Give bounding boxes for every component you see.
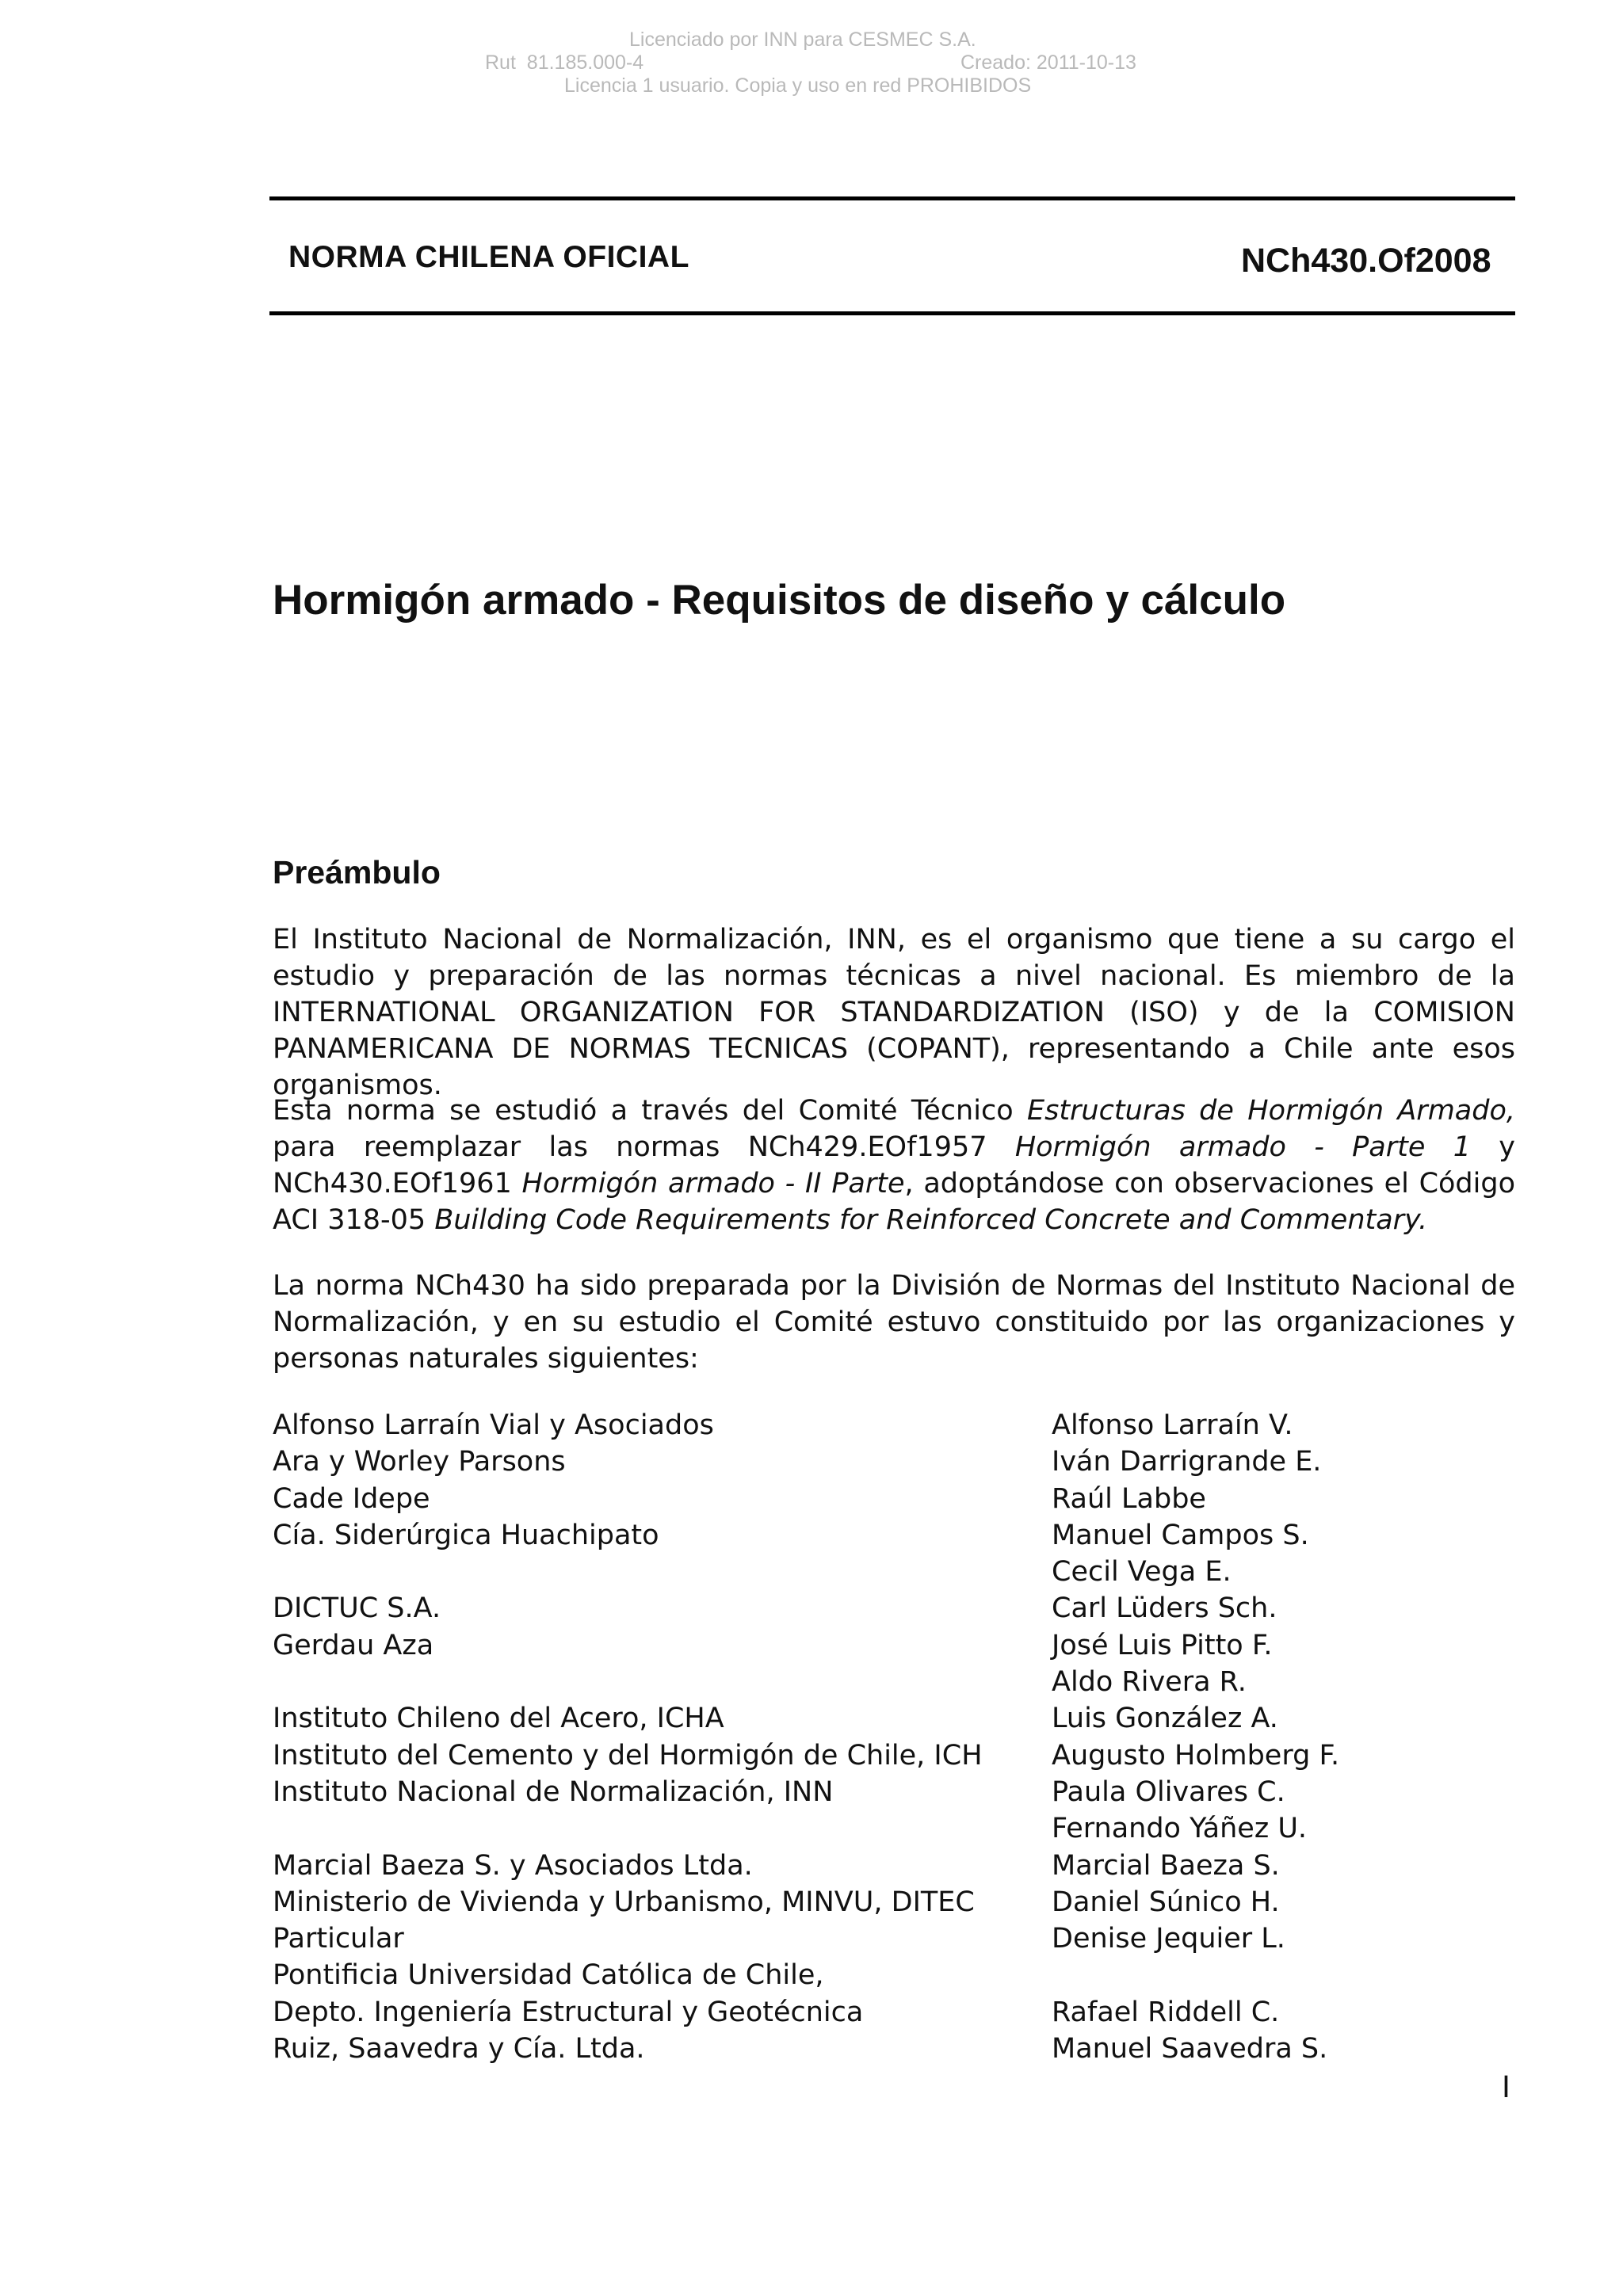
member-item xyxy=(1052,1957,1339,1993)
member-item: Fernando Yáñez U. xyxy=(1052,1813,1308,1845)
member-item: Aldo Rivera R. xyxy=(1052,1666,1247,1699)
organization-item xyxy=(273,1664,983,1700)
aci-code-title: Building Code Requirements for Reinforced Concrete and Commentary. xyxy=(434,1204,1428,1236)
organization-item: Instituto del Cemento y del Hormigón de Chile, ICH xyxy=(273,1739,983,1772)
member-item: Manuel Campos S. xyxy=(1052,1519,1309,1551)
organization-item: Gerdau Aza xyxy=(273,1629,434,1661)
header-top-rule xyxy=(269,196,1515,200)
organization-item: Marcial Baeza S. y Asociados Ltda. xyxy=(273,1849,753,1882)
organization-item: Instituto Chileno del Acero, ICHA xyxy=(273,1703,724,1735)
member-item: Alfonso Larraín V. xyxy=(1052,1409,1293,1441)
member-item: Denise Jequier L. xyxy=(1052,1923,1285,1955)
organization-item: Alfonso Larraín Vial y Asociados xyxy=(273,1409,714,1441)
organization-item: Ruiz, Saavedra y Cía. Ltda. xyxy=(273,2033,645,2065)
member-item: Cecil Vega E. xyxy=(1052,1556,1232,1589)
document-title: Hormigón armado - Requisitos de diseño y cálculo xyxy=(273,577,1286,624)
member-item: Raúl Labbe xyxy=(1052,1482,1206,1515)
member-item: Iván Darrigrande E. xyxy=(1052,1446,1322,1478)
watermark-created-date: Creado: 2011-10-13 xyxy=(960,51,1136,74)
organization-item: DICTUC S.A. xyxy=(273,1592,441,1625)
organization-item xyxy=(273,1554,983,1590)
standard-type-label: NORMA CHILENA OFICIAL xyxy=(288,240,689,274)
committee-members-list xyxy=(1052,1407,1339,2067)
watermark-line-3: Licencia 1 usuario. Copia y uso en red PROHIBIDOS xyxy=(564,74,1032,97)
watermark-line-1: Licenciado por INN para CESMEC S.A. xyxy=(629,29,976,51)
preamble-paragraph-2 xyxy=(273,1093,1515,1238)
p2-text-4: , adoptándose con observaciones el Código ACI 318-05 xyxy=(273,1168,1515,1236)
p2-text-3: y NCh430.EOf1961 xyxy=(273,1131,1515,1199)
organization-item: Depto. Ingeniería Estructural y Geotécnica xyxy=(273,1996,864,2028)
organization-item: Pontificia Universidad Católica de Chile, xyxy=(273,1959,824,1992)
preamble-paragraph-3: La norma NCh430 ha sido preparada por la División de Normas del Instituto Nacional de Normalización, y en su estudio el Comité estuvo constituido por las organizaciones y personas naturales siguientes: xyxy=(273,1270,1515,1375)
member-item: Daniel Súnico H. xyxy=(1052,1886,1280,1918)
member-item: Rafael Riddell C. xyxy=(1052,1996,1280,2028)
member-item: José Luis Pitto F. xyxy=(1052,1629,1273,1661)
member-item: Manuel Saavedra S. xyxy=(1052,2033,1328,2065)
organization-item: Instituto Nacional de Normalización, INN xyxy=(273,1775,834,1808)
organization-item: Ministerio de Vivienda y Urbanismo, MINVU, DITEC xyxy=(273,1886,975,1918)
member-item: Augusto Holmberg F. xyxy=(1052,1739,1340,1772)
header-bottom-rule xyxy=(269,311,1515,315)
member-item: Paula Olivares C. xyxy=(1052,1775,1285,1808)
preamble-heading: Preámbulo xyxy=(273,854,441,891)
organization-item: Ara y Worley Parsons xyxy=(273,1446,566,1478)
preamble-paragraph-1: El Instituto Nacional de Normalización, INN, es el organismo que tiene a su cargo el estudio y preparación de las normas técnicas a nivel nacional. Es miembro de la INTERNATIONAL ORGANIZATION FOR STANDARDIZATION (ISO) y de la COMISION PANAMERICANA DE NORMAS TECNICAS (COPANT), representando a Chile ante esos organismos. xyxy=(273,924,1515,1101)
organization-item xyxy=(273,1810,983,1847)
member-item: Luis González A. xyxy=(1052,1703,1278,1735)
member-item: Marcial Baeza S. xyxy=(1052,1849,1280,1882)
member-item: Carl Lüders Sch. xyxy=(1052,1592,1277,1625)
replaced-standard-1-title: Hormigón armado - Parte 1 xyxy=(1014,1131,1471,1163)
committee-organizations-list xyxy=(273,1407,983,2067)
organization-item: Particular xyxy=(273,1923,404,1955)
replaced-standard-2-title: Hormigón armado - II Parte xyxy=(521,1168,905,1199)
committee-name: Estructuras de Hormigón Armado, xyxy=(1026,1095,1515,1127)
standard-code: NCh430.Of2008 xyxy=(1241,242,1491,280)
page-number: I xyxy=(1502,2070,1510,2104)
p2-text-1: Esta norma se estudió a través del Comité Técnico xyxy=(273,1095,1027,1127)
organization-item: Cía. Siderúrgica Huachipato xyxy=(273,1519,659,1551)
p2-text-2: para reemplazar las normas NCh429.EOf1957 xyxy=(273,1131,1015,1163)
watermark-rut: Rut 81.185.000-4 xyxy=(485,51,644,74)
organization-item: Cade Idepe xyxy=(273,1482,430,1515)
